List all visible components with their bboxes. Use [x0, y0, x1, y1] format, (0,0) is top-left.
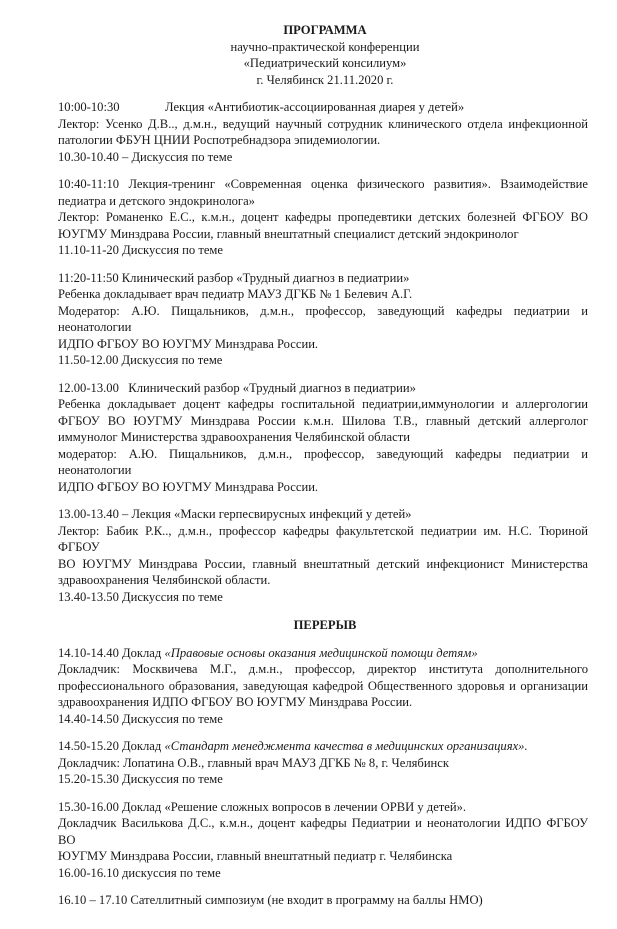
speaker-line: Лектор: Усенко Д.В.., д.м.н., ведущий научный сотрудник клинического отдела инфекционной — [58, 116, 588, 131]
session-4 — [58, 380, 588, 496]
session-9 — [58, 892, 588, 909]
session-title: 11:20-11:50 Клинический разбор «Трудный диагноз в педиатрии» — [58, 270, 410, 285]
speaker-line: патологии ФБУН ЦНИИ Роспотребнадзора эпидемиологии. — [58, 133, 381, 147]
session-1 — [58, 99, 588, 165]
session-8 — [58, 799, 588, 882]
moderator-line: модератор: А.Ю. Пищальников, д.м.н., профессор, заведующий кафедры педиатрии и неонатологии — [58, 446, 588, 477]
moderator-line: ИДПО ФГБОУ ВО ЮУГМУ Минздрава России. — [58, 479, 319, 494]
session-2 — [58, 176, 588, 259]
speaker-line: Докладчик Василькова Д.С., к.м.н., доцент кафедры Педиатрии и неонатологии ИДПО ФГБОУ ВО — [58, 816, 588, 847]
presenter-line: Ребенка докладывает врач педиатр МАУЗ ДГКБ № 1 Белевич А.Г. — [58, 287, 413, 301]
session-prefix: 14.10-14.40 Доклад — [58, 645, 165, 660]
presenter-line: иммунолог Министерства здравоохранения Челябинской области — [58, 430, 410, 444]
page-title: ПРОГРАММА — [283, 23, 367, 37]
speaker-line: ВО ЮУГМУ Минздрава России, главный внештатный детский инфекционист Министерства — [58, 556, 588, 571]
speaker-line: ЮУГМУ Минздрава России, главный внештатный педиатр г. Челябинска — [58, 849, 453, 863]
subtitle: научно-практической конференции — [230, 39, 420, 54]
session-3 — [58, 270, 588, 369]
speaker-line: Докладчик: Лопатина О.В., главный врач МАУЗ ДГКБ № 8, г. Челябинск — [58, 755, 450, 770]
discussion-line: 11.10-11-20 Дискуссия по теме — [58, 243, 223, 257]
city-date: г. Челябинск 21.11.2020 г. — [256, 72, 394, 87]
program-document — [58, 0, 588, 929]
session-7 — [58, 738, 588, 788]
break-heading: ПЕРЕРЫВ — [293, 618, 357, 632]
discussion-line: 16.00-16.10 дискуссия по теме — [58, 865, 221, 880]
presenter-line: Ребенка докладывает доцент кафедры госпитальной педиатрии,иммунологии и аллергологии — [58, 397, 588, 411]
discussion-line: 15.20-15.30 Дискуссия по теме — [58, 772, 223, 786]
document-header — [58, 22, 588, 88]
speaker-line: здравоохранения ИДПО ФГБОУ ВО ЮУГМУ Минздрава России. — [58, 695, 413, 709]
speaker-line: здравоохранения Челябинской области. — [58, 573, 271, 587]
session-title: 13.00-13.40 – Лекция «Маски герпесвирусных инфекций у детей» — [58, 507, 412, 521]
session-title: 16.10 – 17.10 Сателлитный симпозиум (не входит в программу на баллы НМО) — [58, 893, 483, 907]
discussion-line: 10.30-10.40 – Дискуссия по теме — [58, 149, 233, 164]
session-6 — [58, 645, 588, 728]
presenter-line: ФГБОУ ВО ЮУГМУ Минздрава России к.м.н. Шилова Т.В., главный детский аллерголог — [58, 413, 588, 428]
session-title: 12.00-13.00 Клинический разбор «Трудный диагноз в педиатрии» — [58, 380, 416, 395]
session-time: 10:00-10:30 — [58, 100, 120, 114]
speaker-line: профессионального образования, заведующая кафедрой Общественного здоровья и организации — [58, 678, 588, 693]
discussion-line: 11.50-12.00 Дискуссия по теме — [58, 353, 223, 367]
discussion-line: 13.40-13.50 Дискуссия по теме — [58, 589, 223, 604]
session-title-cont: педиатра и детского эндокринолога» — [58, 193, 255, 208]
session-title: Лекция «Антибиотик-ассоциированная диарея у детей» — [165, 100, 465, 114]
discussion-line: 14.40-14.50 Дискуссия по теме — [58, 711, 223, 726]
moderator-line: ИДПО ФГБОУ ВО ЮУГМУ Минздрава России. — [58, 336, 319, 351]
moderator-line: Модератор: А.Ю. Пищальников, д.м.н., профессор, заведующий кафедры педиатрии и неонатологии — [58, 303, 588, 334]
session-prefix: 14.50-15.20 Доклад — [58, 739, 165, 753]
session-title: «Стандарт менеджмента качества в медицинских организациях». — [164, 739, 528, 753]
session-title: «Правовые основы оказания медицинской помощи детям» — [164, 645, 478, 660]
session-5 — [58, 506, 588, 605]
conference-name: «Педиатрический консилиум» — [243, 56, 407, 70]
speaker-line: Лектор: Романенко Е.С., к.м.н., доцент кафедры пропедевтики детских болезней ФГБОУ ВО — [58, 210, 588, 224]
speaker-line: Докладчик: Москвичева М.Г., д.м.н., профессор, директор института дополнительного — [58, 662, 588, 676]
speaker-line: Лектор: Бабик Р.К.., д.м.н., профессор кафедры факультетской педиатрии им. Н.С. Тюриной ФГБОУ — [58, 523, 588, 554]
speaker-line: ЮУГМУ Минздрава России, главный внештатный специалист детский эндокринолог — [58, 226, 519, 241]
session-title: 10:40-11:10 Лекция-тренинг «Современная оценка физического развития». Взаимодействие — [58, 177, 588, 191]
session-title: 15.30-16.00 Доклад «Решение сложных вопросов в лечении ОРВИ у детей». — [58, 799, 467, 814]
